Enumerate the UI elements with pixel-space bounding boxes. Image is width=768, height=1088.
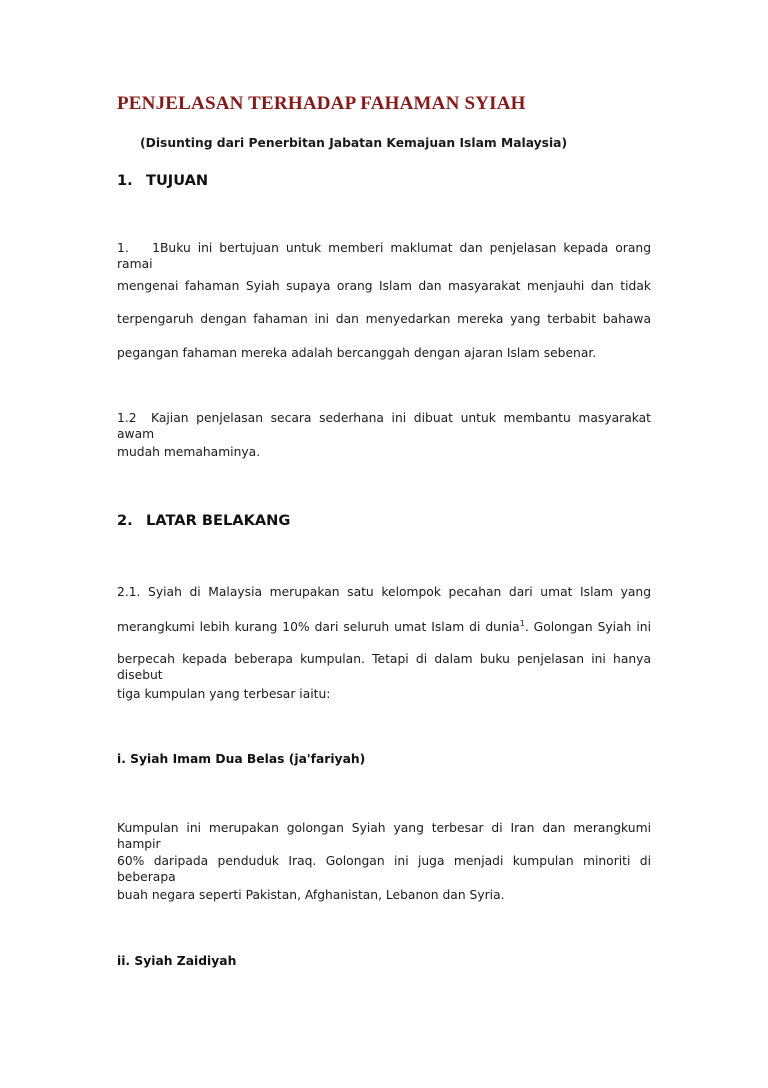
subsection-1-line-3: buah negara seperti Pakistan, Afghanistan, Lebanon dan Syria. [117,888,505,902]
paragraph-number: 1.2 [117,411,137,425]
section-2-heading [117,512,290,529]
section-1-para-1-line-4: pegangan fahaman mereka adalah bercanggah dengan ajaran Islam sebenar. [117,346,597,360]
section-2-para-1-line-1: 2.1. Syiah di Malaysia merupakan satu kelompok pecahan dari umat Islam yang [117,585,651,599]
subsection-1-line-2: 60% daripada penduduk Iraq. Golongan ini juga menjadi kumpulan minoriti di beberapa [117,854,651,884]
subsection-1-line-1: Kumpulan ini merupakan golongan Syiah yang terbesar di Iran dan merangkumi hampir [117,821,651,851]
section-1-heading [117,172,208,189]
section-1-para-1-line-3: terpengaruh dengan fahaman ini dan menyedarkan mereka yang terbabit bahawa [117,312,651,326]
section-2-number: 2. [117,512,133,529]
section-1-para-2-line-2: mudah memahaminya. [117,445,261,459]
section-1-number: 1. [117,172,133,189]
paragraph-text: . Golongan Syiah ini [524,620,651,634]
paragraph-text: Kajian penjelasan secara sederhana ini dibuat untuk membantu masyarakat awam [117,411,651,441]
section-2-para-1-line-4: tiga kumpulan yang terbesar iaitu: [117,687,331,701]
document-title: PENJELASAN TERHADAP FAHAMAN SYIAH [117,93,526,114]
document-subtitle: (Disunting dari Penerbitan Jabatan Kemajuan Islam Malaysia) [140,136,568,150]
section-2-title: LATAR BELAKANG [146,512,291,529]
paragraph-number: 1. 1 [117,241,160,255]
section-2-para-1-line-3: berpecah kepada beberapa kumpulan. Tetapi di dalam buku penjelasan ini hanya disebut [117,652,651,682]
section-2-para-1-line-2 [117,619,651,635]
section-1-para-2-line-1 [117,410,651,442]
subsection-2-heading: ii. Syiah Zaidiyah [117,954,237,968]
subsection-1-heading: i. Syiah Imam Dua Belas (ja'fariyah) [117,752,366,766]
paragraph-text: Buku ini bertujuan untuk memberi maklumat dan penjelasan kepada orang ramai [117,241,651,271]
section-1-title: TUJUAN [146,172,209,189]
paragraph-text: merangkumi lebih kurang 10% dari seluruh umat Islam di dunia [117,620,520,634]
section-1-para-1-line-1 [117,240,651,272]
section-1-para-1-line-2: mengenai fahaman Syiah supaya orang Islam dan masyarakat menjauhi dan tidak [117,279,651,293]
footnote-marker[interactable]: 1 [519,618,525,628]
